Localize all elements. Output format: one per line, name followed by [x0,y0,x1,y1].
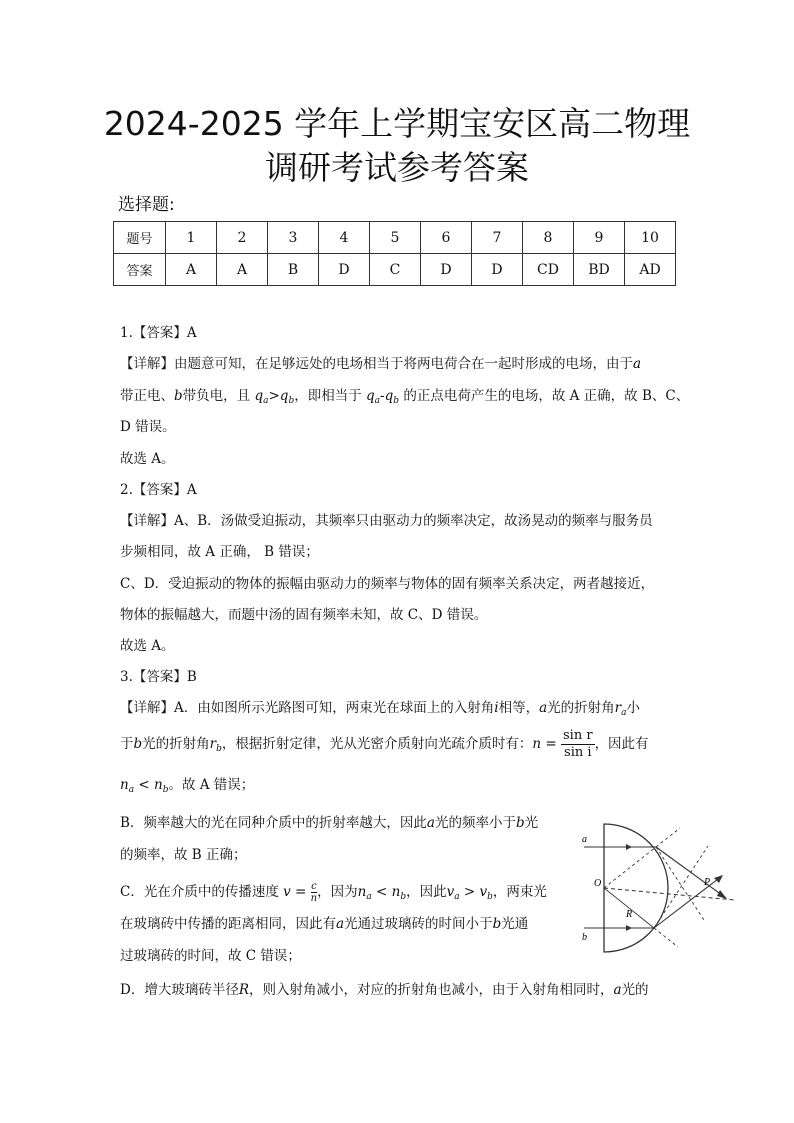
text: 相等， [498,700,540,716]
table-header-cell: 答案 [114,254,166,286]
var: n [357,884,367,900]
sub: a [621,708,627,718]
var: R [238,982,249,998]
optics-diagram [570,820,740,960]
q3-detail-line-3 [120,775,254,800]
fraction-denominator: n [310,893,318,904]
text: 在玻璃砖中传播的距离相同，因此有 [120,916,336,932]
var: i [494,700,499,716]
var: n [120,777,129,793]
text: < [371,884,392,900]
q3-answer: 3.【答案】B [120,669,197,685]
label-O: O [594,878,602,889]
q3-c-line-1 [120,881,547,907]
table-row [114,222,676,254]
sub: a [374,396,381,406]
table-cell: D [319,254,370,286]
arrow-icon [626,925,632,931]
q3-detail-line-1 [120,698,640,723]
q3-d-line-1 [120,980,649,1000]
sub: b [400,892,407,902]
text: = [290,884,311,900]
var: n [153,777,163,793]
table-cell: D [421,254,472,286]
var: n [391,884,401,900]
text: ，因此 [406,884,447,900]
table-cell: 1 [166,222,217,254]
q2-conclusion: 故选 A。 [120,638,175,654]
fraction-sin [561,728,595,761]
sub: a [263,396,269,406]
var: a [539,700,548,716]
text: ，根据折射定律，光从光密介质射向光疏介质时有： [221,736,533,752]
sub: b [216,744,222,754]
table-cell: 4 [319,222,370,254]
var: a [426,815,435,831]
text: ，因为 [317,884,358,900]
text: ，即相当于 [294,388,367,404]
var: q [279,388,289,404]
table-header-cell: 题号 [114,222,166,254]
text: > [268,388,280,404]
text: ，则入射角减小，对应的折射角也减小，由于入射角相同时， [249,982,614,998]
text: 光通 [501,916,529,932]
text: 光通过玻璃砖的时间小于 [344,916,493,932]
sub: b [288,396,295,406]
label-P: P [704,877,711,888]
normal-line-b [654,928,678,947]
q1-detail-line-3: D 错误。 [120,419,176,435]
text: 于 [120,736,134,752]
text: 光的折射角 [547,700,615,716]
normal-line-a [604,847,656,888]
text: 。故 A 错误； [168,777,255,793]
var: b [174,388,183,404]
text: 【详解】A．由如图所示光路图可知，两束光在球面上的入射角 [120,700,495,716]
var: v [283,884,291,900]
table-cell: 8 [523,222,574,254]
table-cell: C [370,254,421,286]
q2-detail-line-2: 步频相同，故 A 正确， B 错误； [120,544,319,560]
table-cell: 9 [574,222,625,254]
text: 光 [524,815,539,831]
arrow-icon [717,890,727,899]
text: 由题意可知，在足够远处的电场相当于将两电荷合在一起时形成的电场，由于 [174,356,633,372]
sub: a [366,892,372,902]
q2-detail-line-1: 【详解】A、B．汤做受迫振动，其频率只由驱动力的频率决定，故汤晃动的频率与服务员 [120,513,653,529]
text: = [541,736,561,752]
q1-answer: 1.【答案】A [120,325,197,341]
text: 光的频率小于 [434,815,516,831]
glass-brick-outline [604,824,668,952]
text: B．频率越大的光在同种介质中的折射率越大，因此 [120,815,427,831]
var: r [209,736,217,752]
var: v [479,884,488,900]
sub: b [487,892,493,902]
text: < [134,777,154,793]
var: v [446,884,455,900]
label-a: a [582,834,587,845]
sub: b [162,785,169,795]
var: b [133,736,143,752]
text: 带负电，且 [182,388,255,404]
table-cell: B [268,254,319,286]
table-row [114,254,676,286]
var: a [613,982,622,998]
q2-detail-line-4: 物体的振幅越大，而题中汤的固有频率未知，故 C、D 错误。 [120,607,488,623]
q3-b-line-1 [120,813,538,833]
var: r [614,700,622,716]
text: 的正点电荷产生的电场，故 A 正确，故 B、C、 [399,388,690,404]
arrow-icon [714,875,723,883]
text: > [459,884,480,900]
var: a [336,916,345,932]
table-cell: 2 [217,222,268,254]
table-cell: A [217,254,268,286]
table-cell: 6 [421,222,472,254]
ray-b-refracted [654,876,722,928]
text: 光的折射角 [142,736,210,752]
var: q [254,388,264,404]
detail-tag: 【详解】 [120,356,174,372]
sub: a [128,785,135,795]
text: D．增大玻璃砖半径 [120,982,239,998]
q2-detail-line-3: C、D．受迫振动的物体的振幅由驱动力的频率与物体的固有频率关系决定，两者越接近， [120,576,655,592]
dashed-ext-a [656,847,704,920]
text: C．光在介质中的传播速度 [120,884,284,900]
label-R: R [626,909,633,920]
text: ，两束光 [492,884,547,900]
sub: a [454,892,460,902]
q1-detail-line-1 [120,354,641,374]
q3-detail-line-2 [120,728,649,761]
var: b [492,916,502,932]
section-label: 选择题: [118,195,175,215]
table-cell: CD [523,254,574,286]
sub: b [393,396,400,406]
var: q [366,388,375,404]
fraction-numerator: sin r [563,728,593,743]
text: 光的 [621,982,649,998]
dashed-ext-b [654,846,711,928]
var: b [515,815,525,831]
q3-b-line-2: 的频率，故 B 正确； [120,847,247,863]
label-b: b [582,932,587,943]
text: ，因此有 [594,736,649,752]
q1-detail-line-2 [120,386,689,411]
var: a [633,356,642,372]
var: n [532,736,542,752]
arrow-icon [626,844,632,850]
text: 带正电、 [120,388,174,404]
fraction-denominator: sin i [564,745,592,760]
title-line-2: 调研考试参考答案 [265,148,529,187]
q3-c-line-3: 过玻璃砖的时间，故 C 错误； [120,948,301,964]
normal-ext-a [656,828,680,847]
table-cell: 3 [268,222,319,254]
table-cell: 7 [472,222,523,254]
title-line-1: 2024-2025 学年上学期宝安区高二物理 [103,104,691,143]
answer-table [113,221,676,286]
radius-line [604,888,654,928]
table-cell: D [472,254,523,286]
text: - [380,388,385,404]
q1-conclusion: 故选 A。 [120,451,175,467]
table-cell: 5 [370,222,421,254]
table-cell: AD [625,254,676,286]
table-cell: 10 [625,222,676,254]
var: q [384,388,394,404]
text: 小 [626,700,640,716]
table-cell: A [166,254,217,286]
q2-answer: 2.【答案】A [120,482,197,498]
q3-c-line-2 [120,914,528,934]
fraction-numerator: c [311,881,317,892]
table-cell: BD [574,254,625,286]
